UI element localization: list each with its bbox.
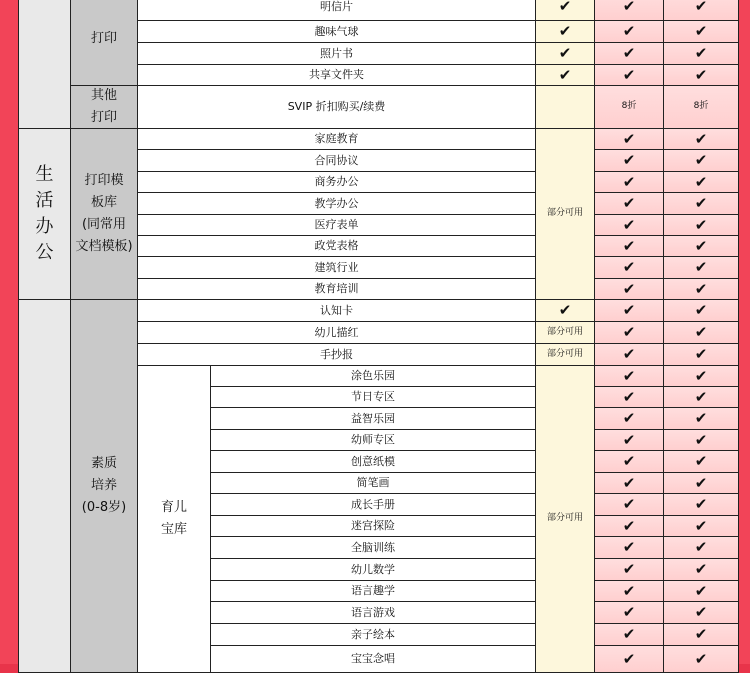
category-template-lib: [70, 128, 138, 300]
subgroup-baby-lib-text: 育儿 宝库: [160, 499, 187, 537]
svip-cell-28: [663, 623, 739, 646]
vip-cell-25-text: ✔: [622, 560, 636, 579]
item-name-3: [137, 64, 536, 86]
basic-cell-13-text: ✔: [558, 301, 572, 320]
svip-cell-25: [663, 558, 739, 581]
svip-cell-8: [663, 192, 739, 215]
basic-cell-1: [535, 20, 595, 43]
vip-cell-1: [594, 20, 664, 43]
vip-cell-29-text: ✔: [622, 649, 636, 668]
category-print-text: 打印: [90, 30, 117, 46]
vip-cell-26: [594, 580, 664, 602]
item-name-2: [137, 42, 536, 65]
svip-cell-19: [663, 429, 739, 451]
vip-cell-29: [594, 645, 664, 673]
vip-cell-13: [594, 299, 664, 322]
item-name-0-text: 明信片: [320, 0, 353, 13]
vip-cell-15: [594, 343, 664, 366]
svip-cell-29-text: ✔: [694, 649, 708, 668]
svip-cell-9: [663, 214, 739, 236]
basic-cell-3-text: ✔: [558, 65, 572, 84]
svip-cell-22: [663, 493, 739, 516]
svip-cell-18: [663, 407, 739, 430]
svip-cell-15: [663, 343, 739, 366]
basic-cell-14: [535, 321, 595, 344]
svip-cell-3: [663, 64, 739, 86]
vip-cell-22-text: ✔: [622, 495, 636, 514]
vip-cell-27-text: ✔: [622, 603, 636, 622]
item-name-9-text: 医疗表单: [314, 218, 359, 232]
item-name-2-text: 照片书: [320, 46, 353, 60]
vip-cell-8-text: ✔: [622, 194, 636, 213]
basic-cell-1-text: ✔: [558, 22, 572, 41]
item-name-17: [210, 386, 536, 408]
vip-cell-9: [594, 214, 664, 236]
vip-cell-21-text: ✔: [622, 473, 636, 492]
basic-cell-0-text: ✔: [558, 0, 572, 16]
svip-cell-2: [663, 42, 739, 65]
vip-cell-23: [594, 515, 664, 537]
category-other-print: [70, 85, 138, 129]
vip-cell-14-text: ✔: [622, 323, 636, 342]
item-name-26-text: 语言趣学: [351, 584, 395, 598]
vip-cell-7: [594, 171, 664, 193]
svip-cell-11: [663, 256, 739, 279]
item-name-11-text: 建筑行业: [314, 260, 359, 274]
item-name-1-text: 趣味气球: [314, 24, 359, 38]
vip-cell-18-text: ✔: [622, 409, 636, 428]
vip-cell-3: [594, 64, 664, 86]
svip-cell-10-text: ✔: [694, 236, 708, 255]
item-name-28: [210, 623, 536, 646]
svip-cell-1-text: ✔: [694, 22, 708, 41]
vip-cell-17-text: ✔: [622, 387, 636, 406]
vip-cell-1-text: ✔: [622, 22, 636, 41]
vip-cell-16: [594, 365, 664, 387]
item-name-16: [210, 365, 536, 387]
category-quality-text: 素质 培养 (0-8岁): [81, 455, 127, 516]
svip-cell-17-text: ✔: [694, 387, 708, 406]
item-name-20: [210, 450, 536, 473]
svip-cell-28-text: ✔: [694, 625, 708, 644]
vip-cell-8: [594, 192, 664, 215]
section-quality-blank: [18, 299, 71, 673]
vip-cell-15-text: ✔: [622, 345, 636, 364]
svip-cell-25-text: ✔: [694, 560, 708, 579]
item-name-21: [210, 472, 536, 494]
item-name-23-text: 迷宫探险: [351, 519, 395, 533]
svip-cell-13-text: ✔: [694, 301, 708, 320]
svip-cell-3-text: ✔: [694, 65, 708, 84]
category-template-lib-text: 打印模 板库 (同常用 文档模板): [75, 172, 133, 255]
basic-cell-13: [535, 299, 595, 322]
item-name-12-text: 教育培训: [314, 282, 359, 296]
vip-cell-19-text: ✔: [622, 430, 636, 449]
vip-cell-24-text: ✔: [622, 538, 636, 557]
item-name-23: [210, 515, 536, 537]
vip-cell-21: [594, 472, 664, 494]
vip-cell-4: [594, 85, 664, 129]
svip-cell-26: [663, 580, 739, 602]
item-name-28-text: 亲子绘本: [351, 627, 395, 641]
vip-cell-28-text: ✔: [622, 625, 636, 644]
svip-cell-18-text: ✔: [694, 409, 708, 428]
item-name-29-text: 宝宝念唱: [351, 652, 395, 666]
item-name-3-text: 共享文件夹: [309, 68, 364, 82]
item-name-8-text: 教学办公: [314, 196, 359, 210]
vip-cell-10: [594, 235, 664, 257]
vip-cell-20-text: ✔: [622, 452, 636, 471]
basic-cell-3: [535, 64, 595, 86]
vip-cell-3-text: ✔: [622, 65, 636, 84]
item-name-25-text: 幼儿数学: [351, 562, 395, 576]
item-name-19-text: 幼师专区: [351, 433, 395, 447]
svip-cell-24: [663, 536, 739, 559]
svip-cell-24-text: ✔: [694, 538, 708, 557]
item-name-5: [137, 128, 536, 150]
item-name-1: [137, 20, 536, 43]
svip-cell-12: [663, 278, 739, 300]
svip-cell-5: [663, 128, 739, 150]
svip-cell-27-text: ✔: [694, 603, 708, 622]
item-name-0: [137, 0, 536, 21]
svip-cell-27: [663, 601, 739, 624]
vip-cell-25: [594, 558, 664, 581]
item-name-12: [137, 278, 536, 300]
category-quality: [70, 299, 138, 673]
item-name-26: [210, 580, 536, 602]
item-name-6: [137, 149, 536, 172]
vip-cell-0-text: ✔: [622, 0, 636, 16]
svip-cell-16-text: ✔: [694, 366, 708, 385]
item-name-22-text: 成长手册: [351, 497, 395, 511]
svip-cell-14-text: ✔: [694, 323, 708, 342]
subgroup-baby-lib: [137, 365, 211, 673]
vip-cell-19: [594, 429, 664, 451]
item-name-10-text: 政党表格: [314, 239, 359, 253]
svip-cell-2-text: ✔: [694, 44, 708, 63]
item-name-18: [210, 407, 536, 430]
item-name-13: [137, 299, 536, 322]
svip-cell-14: [663, 321, 739, 344]
item-name-20-text: 创意纸模: [351, 454, 395, 468]
item-name-15: [137, 343, 536, 366]
vip-cell-5-text: ✔: [622, 129, 636, 148]
svip-cell-21: [663, 472, 739, 494]
item-name-10: [137, 235, 536, 257]
section-life-office-text: 生 活 办 公: [35, 163, 54, 264]
item-name-17-text: 节日专区: [351, 390, 395, 404]
basic-partial-baby: [535, 365, 595, 673]
item-name-27: [210, 601, 536, 624]
svip-cell-12-text: ✔: [694, 279, 708, 298]
item-name-24-text: 全脑训练: [351, 540, 395, 554]
item-name-18-text: 益智乐园: [351, 411, 395, 425]
svip-cell-17: [663, 386, 739, 408]
vip-cell-7-text: ✔: [622, 172, 636, 191]
item-name-4-text: SVIP 折扣购买/续费: [287, 100, 386, 114]
item-name-22: [210, 493, 536, 516]
svip-cell-6: [663, 149, 739, 172]
svip-cell-26-text: ✔: [694, 581, 708, 600]
vip-cell-26-text: ✔: [622, 581, 636, 600]
vip-cell-9-text: ✔: [622, 215, 636, 234]
vip-cell-20: [594, 450, 664, 473]
svip-cell-20: [663, 450, 739, 473]
vip-cell-11-text: ✔: [622, 258, 636, 277]
vip-cell-23-text: ✔: [622, 516, 636, 535]
basic-cell-15: [535, 343, 595, 366]
basic-partial-baby-text: 部分可用: [546, 513, 583, 524]
item-name-9: [137, 214, 536, 236]
svip-cell-0-text: ✔: [694, 0, 708, 16]
vip-cell-4-text: 8折: [621, 101, 637, 112]
svip-cell-21-text: ✔: [694, 473, 708, 492]
svip-cell-20-text: ✔: [694, 452, 708, 471]
item-name-29: [210, 645, 536, 673]
vip-cell-16-text: ✔: [622, 366, 636, 385]
basic-partial-template-text: 部分可用: [546, 208, 583, 219]
svip-cell-29: [663, 645, 739, 673]
item-name-14: [137, 321, 536, 344]
svip-cell-23-text: ✔: [694, 516, 708, 535]
svip-cell-23: [663, 515, 739, 537]
category-print: [70, 0, 138, 86]
vip-cell-12: [594, 278, 664, 300]
svip-cell-6-text: ✔: [694, 151, 708, 170]
svip-cell-15-text: ✔: [694, 345, 708, 364]
item-name-19: [210, 429, 536, 451]
vip-cell-24: [594, 536, 664, 559]
svip-cell-16: [663, 365, 739, 387]
svip-cell-10: [663, 235, 739, 257]
vip-cell-18: [594, 407, 664, 430]
svip-cell-4: [663, 85, 739, 129]
basic-cell-15-text: 部分可用: [546, 348, 583, 359]
basic-cell-0: [535, 0, 595, 21]
vip-cell-17: [594, 386, 664, 408]
vip-cell-28: [594, 623, 664, 646]
item-name-21-text: 简笔画: [356, 476, 390, 490]
item-name-5-text: 家庭教育: [314, 132, 359, 146]
svip-cell-7: [663, 171, 739, 193]
svip-cell-22-text: ✔: [694, 495, 708, 514]
vip-cell-6: [594, 149, 664, 172]
item-name-25: [210, 558, 536, 581]
svip-cell-1: [663, 20, 739, 43]
item-name-16-text: 涂色乐园: [351, 369, 395, 383]
vip-cell-10-text: ✔: [622, 236, 636, 255]
vip-cell-27: [594, 601, 664, 624]
vip-cell-14: [594, 321, 664, 344]
item-name-27-text: 语言游戏: [351, 605, 395, 619]
svip-cell-7-text: ✔: [694, 172, 708, 191]
basic-cell-4: [535, 85, 595, 129]
vip-cell-6-text: ✔: [622, 151, 636, 170]
item-name-4: [137, 85, 536, 129]
svip-cell-5-text: ✔: [694, 129, 708, 148]
svip-cell-11-text: ✔: [694, 258, 708, 277]
svip-cell-9-text: ✔: [694, 215, 708, 234]
item-name-8: [137, 192, 536, 215]
vip-cell-12-text: ✔: [622, 279, 636, 298]
item-name-15-text: 手抄报: [320, 347, 353, 361]
vip-cell-22: [594, 493, 664, 516]
basic-cell-2-text: ✔: [558, 44, 572, 63]
item-name-13-text: 认知卡: [320, 303, 353, 317]
basic-cell-14-text: 部分可用: [546, 326, 583, 337]
section-life-office: [18, 128, 71, 300]
item-name-14-text: 幼儿描红: [314, 325, 359, 339]
item-name-7: [137, 171, 536, 193]
vip-cell-13-text: ✔: [622, 301, 636, 320]
vip-cell-2: [594, 42, 664, 65]
svip-cell-0: [663, 0, 739, 21]
vip-cell-0: [594, 0, 664, 21]
item-name-24: [210, 536, 536, 559]
vip-cell-11: [594, 256, 664, 279]
category-other-print-text: 其他 打印: [90, 87, 117, 125]
item-name-7-text: 商务办公: [314, 175, 359, 189]
vip-cell-5: [594, 128, 664, 150]
item-name-6-text: 合同协议: [314, 153, 359, 167]
svip-cell-13: [663, 299, 739, 322]
svip-cell-8-text: ✔: [694, 194, 708, 213]
svip-cell-4-text: 8折: [693, 101, 709, 112]
basic-partial-template: [535, 128, 595, 300]
basic-cell-2: [535, 42, 595, 65]
section-print-cell: [18, 0, 71, 129]
item-name-11: [137, 256, 536, 279]
vip-cell-2-text: ✔: [622, 44, 636, 63]
svip-cell-19-text: ✔: [694, 430, 708, 449]
